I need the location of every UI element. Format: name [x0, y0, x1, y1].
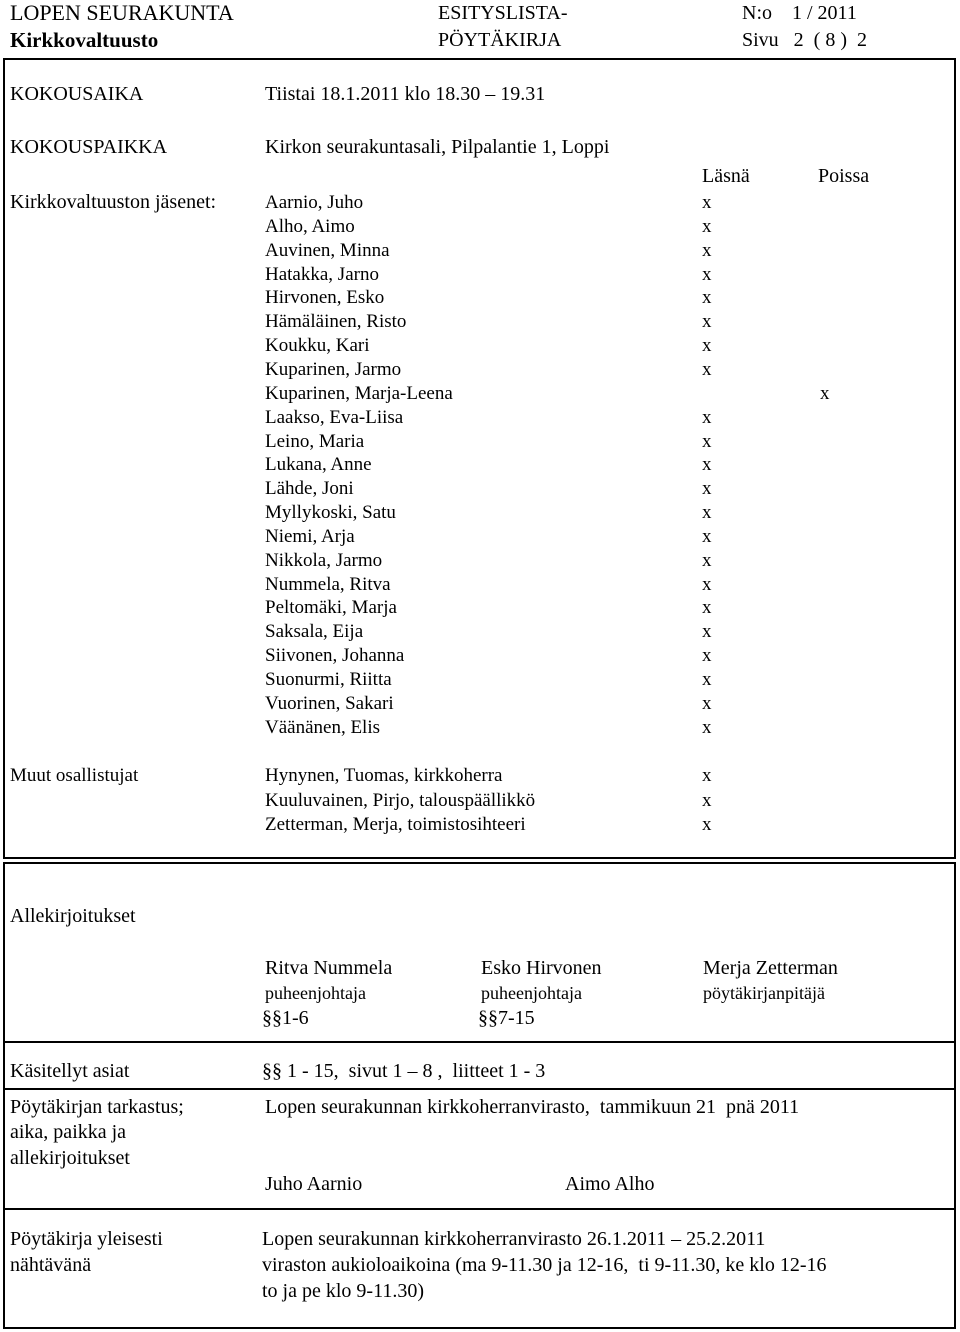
members-label: Kirkkovaltuuston jäsenet:: [10, 191, 217, 213]
page-number: Sivu 2 ( 8 ) 2: [742, 29, 867, 51]
member-name: Hämäläinen, Risto: [265, 311, 407, 333]
member-row: [0, 408, 960, 432]
member-name: Peltomäki, Marja: [265, 597, 397, 619]
signer-name: Esko Hirvonen: [481, 957, 602, 979]
member-row: [0, 312, 960, 336]
member-row: [0, 288, 960, 312]
section-divider: [3, 1041, 956, 1043]
member-row: [0, 265, 960, 289]
public-line3: to ja pe klo 9-11.30): [262, 1280, 425, 1302]
member-row: [0, 598, 960, 622]
member-name: Niemi, Arja: [265, 525, 355, 547]
member-name: Lähde, Joni: [265, 478, 354, 500]
member-row: [0, 432, 960, 456]
review-label-line1: Pöytäkirjan tarkastus;: [10, 1096, 184, 1118]
member-name: Suonurmi, Riitta: [265, 669, 392, 690]
present-mark: x: [702, 263, 712, 285]
meeting-time-value: Tiistai 18.1.2011 klo 18.30 – 19.31: [265, 83, 546, 105]
present-mark: x: [702, 406, 712, 428]
member-name: Kuparinen, Jarmo: [265, 358, 402, 380]
absent-column-header: Poissa: [818, 165, 870, 187]
participant-name: Zetterman, Merja, toimistosihteeri: [265, 814, 526, 835]
participant-row: [0, 766, 960, 790]
document-number: N:o 1 / 2011: [742, 2, 857, 24]
signer-sections: §§1-6: [262, 1007, 309, 1029]
reviewer-name: Juho Aarnio: [265, 1173, 363, 1195]
member-name: Koukku, Kari: [265, 335, 370, 357]
member-name: Myllykoski, Satu: [265, 502, 396, 524]
present-mark: x: [702, 454, 712, 476]
member-row: [0, 646, 960, 670]
signer-sections: §§7-15: [478, 1007, 535, 1029]
public-label-line2: nähtävänä: [10, 1254, 92, 1276]
participant-name: Kuuluvainen, Pirjo, talouspäällikkö: [265, 789, 536, 811]
present-mark: x: [702, 311, 712, 333]
doc-type-line2: PÖYTÄKIRJA: [438, 29, 562, 51]
present-mark: x: [702, 502, 712, 524]
present-column-header: Läsnä: [702, 165, 750, 187]
member-row: [0, 479, 960, 503]
member-row: [0, 575, 960, 599]
signer-role: puheenjohtaja: [265, 983, 366, 1003]
present-mark: x: [702, 692, 712, 714]
signer-name: Merja Zetterman: [703, 957, 838, 979]
others-label: Muut osallistujat: [10, 765, 139, 786]
member-row: [0, 241, 960, 265]
member-name: Hirvonen, Esko: [265, 287, 385, 309]
present-mark: x: [702, 239, 712, 261]
section-divider: [3, 1088, 956, 1090]
reviewer-name: Aimo Alho: [565, 1173, 655, 1195]
member-row: [0, 670, 960, 694]
handled-label: Käsitellyt asiat: [10, 1060, 130, 1082]
present-mark: x: [702, 549, 712, 571]
member-name: Lukana, Anne: [265, 454, 372, 476]
member-name: Auvinen, Minna: [265, 239, 390, 261]
body-name: Kirkkovaltuusto: [10, 28, 159, 52]
member-row: [0, 336, 960, 360]
present-mark: x: [702, 765, 712, 786]
member-row: [0, 384, 960, 408]
member-row: [0, 527, 960, 551]
member-name: Nikkola, Jarmo: [265, 549, 383, 571]
review-label-line3: allekirjoitukset: [10, 1147, 130, 1169]
member-name: Hatakka, Jarno: [265, 263, 379, 285]
present-mark: x: [702, 597, 712, 619]
meeting-place-value: Kirkon seurakuntasali, Pilpalantie 1, Loppi: [265, 136, 610, 158]
member-name: Vuorinen, Sakari: [265, 692, 394, 714]
present-mark: x: [702, 525, 712, 547]
signer-role: puheenjohtaja: [481, 983, 582, 1003]
member-name: Väänänen, Elis: [265, 716, 381, 738]
participant-name: Hynynen, Tuomas, kirkkoherra: [265, 765, 503, 786]
member-name: Kuparinen, Marja-Leena: [265, 382, 453, 404]
member-name: Aarnio, Juho: [265, 192, 364, 213]
member-row: [0, 503, 960, 527]
main-box-top-border: [3, 58, 956, 60]
member-row: [0, 551, 960, 575]
present-mark: x: [702, 430, 712, 452]
present-mark: x: [702, 573, 712, 595]
member-name: Nummela, Ritva: [265, 573, 391, 595]
signer-name: Ritva Nummela: [265, 957, 393, 979]
member-name: Leino, Maria: [265, 430, 365, 452]
signatures-label: Allekirjoitukset: [10, 905, 136, 927]
present-mark: x: [702, 645, 712, 667]
present-mark: x: [702, 478, 712, 500]
present-mark: x: [702, 789, 712, 811]
present-mark: x: [702, 358, 712, 380]
handled-value: §§ 1 - 15, sivut 1 – 8 , liitteet 1 - 3: [262, 1060, 546, 1082]
member-row: [0, 193, 960, 217]
participant-row: [0, 815, 960, 839]
present-mark: x: [702, 814, 712, 835]
meeting-place-label: KOKOUSPAIKKA: [10, 136, 168, 158]
member-row: [0, 360, 960, 384]
signer-role: pöytäkirjanpitäjä: [703, 983, 825, 1003]
main-box-bottom-border: [3, 857, 956, 859]
lower-box-top-border: [3, 862, 956, 864]
member-row: [0, 718, 960, 742]
public-line1: Lopen seurakunnan kirkkoherranvirasto 26.1.2011 – 25.2.2011: [262, 1228, 766, 1250]
present-mark: x: [702, 716, 712, 738]
lower-box-bottom-border: [3, 1327, 956, 1329]
organization-name: LOPEN SEURAKUNTA: [10, 0, 234, 25]
present-mark: x: [702, 192, 712, 213]
present-mark: x: [702, 621, 712, 643]
present-mark: x: [702, 335, 712, 357]
member-name: Laakso, Eva-Liisa: [265, 406, 404, 428]
member-name: Alho, Aimo: [265, 215, 355, 237]
lower-box-right-border: [954, 862, 956, 1328]
present-mark: x: [702, 215, 712, 237]
member-name: Siivonen, Johanna: [265, 645, 405, 667]
section-divider: [3, 1208, 956, 1210]
participant-row: [0, 791, 960, 815]
present-mark: x: [702, 669, 712, 690]
review-value: Lopen seurakunnan kirkkoherranvirasto, tammikuun 21 pnä 2011: [265, 1096, 800, 1118]
public-label-line1: Pöytäkirja yleisesti: [10, 1228, 163, 1250]
doc-type-line1: ESITYSLISTA-: [438, 2, 568, 24]
lower-box-left-border: [3, 862, 5, 1328]
member-row: [0, 622, 960, 646]
member-row: [0, 694, 960, 718]
member-name: Saksala, Eija: [265, 621, 364, 643]
present-mark: x: [702, 287, 712, 309]
member-row: [0, 455, 960, 479]
review-label-line2: aika, paikka ja: [10, 1121, 127, 1143]
meeting-time-label: KOKOUSAIKA: [10, 83, 144, 105]
public-line2: viraston aukioloaikoina (ma 9-11.30 ja 12-16, ti 9-11.30, ke klo 12-16: [262, 1254, 827, 1276]
member-row: [0, 217, 960, 241]
absent-mark: x: [820, 382, 830, 404]
